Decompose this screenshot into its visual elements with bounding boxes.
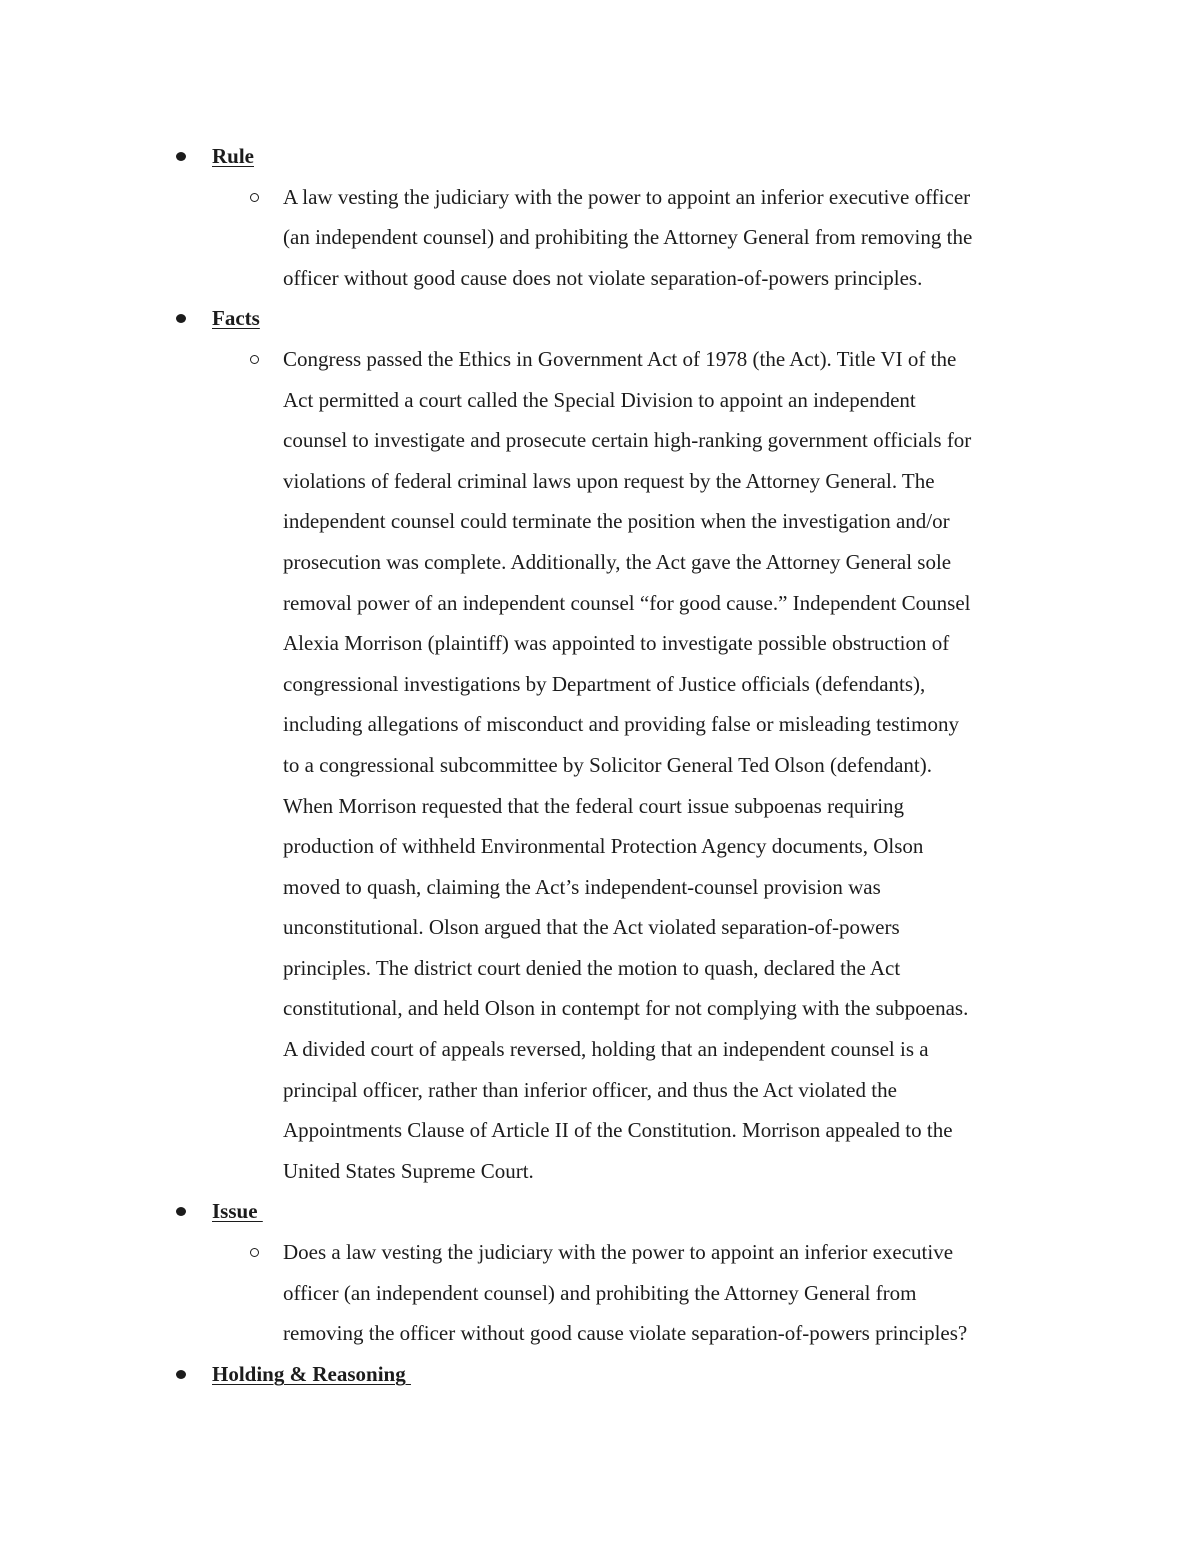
section-holding-reasoning	[0, 1354, 1200, 1395]
text-line: including allegations of misconduct and providing false or misleading testimony	[283, 712, 959, 737]
case-brief-outline	[0, 136, 1200, 1394]
sub-item	[0, 177, 1200, 299]
text-line: prosecution was complete. Additionally, the Act gave the Attorney General sole	[283, 549, 952, 574]
facts-paragraph	[283, 339, 1073, 1191]
text-line: When Morrison requested that the federal court issue subpoenas requiring	[283, 793, 905, 818]
text-line: moved to quash, claiming the Act’s independent-counsel provision was	[283, 874, 881, 899]
text-line: principles. The district court denied the motion to quash, declared the Act	[283, 955, 901, 980]
text-line: (an independent counsel) and prohibiting the Attorney General from removing the	[283, 225, 973, 250]
text-line: Alexia Morrison (plaintiff) was appointed to investigate possible obstruction of	[283, 631, 950, 656]
text-line: principal officer, rather than inferior officer, and thus the Act violated the	[283, 1077, 897, 1102]
section-issue	[0, 1191, 1200, 1353]
filled-bullet-icon	[176, 1207, 186, 1216]
text-line: production of withheld Environmental Protection Agency documents, Olson	[283, 834, 924, 859]
section-header	[0, 136, 1200, 177]
section-header	[0, 1354, 1200, 1395]
text-line: removing the officer without good cause violate separation-of-powers principles?	[283, 1321, 968, 1346]
section-heading-rule: Rule	[212, 144, 254, 168]
text-line: to a congressional subcommittee by Solicitor General Ted Olson (defendant).	[283, 752, 932, 777]
text-line: United States Supreme Court.	[283, 1158, 534, 1183]
text-line: constitutional, and held Olson in contempt for not complying with the subpoenas.	[283, 996, 969, 1021]
text-line: officer (an independent counsel) and prohibiting the Attorney General from	[283, 1280, 917, 1305]
text-line: unconstitutional. Olson argued that the Act violated separation-of-powers	[283, 915, 900, 940]
text-line: independent counsel could terminate the position when the investigation and/or	[283, 509, 950, 534]
filled-bullet-icon	[176, 1370, 186, 1379]
text-line: removal power of an independent counsel “for good cause.” Independent Counsel	[283, 590, 971, 615]
sub-item	[0, 1232, 1200, 1354]
section-heading-facts: Facts	[212, 306, 260, 331]
hollow-bullet-icon	[250, 1248, 259, 1257]
filled-bullet-icon	[176, 314, 186, 323]
section-heading-holding-reasoning: Holding & Reasoning	[212, 1361, 411, 1386]
section-rule	[0, 136, 1200, 298]
text-line: officer without good cause does not violate separation-of-powers principles.	[283, 265, 923, 290]
sub-item	[0, 339, 1200, 1191]
section-facts	[0, 298, 1200, 1191]
section-header	[0, 298, 1200, 339]
text-line: counsel to investigate and prosecute certain high-ranking government officials for	[283, 428, 972, 453]
hollow-bullet-icon	[250, 193, 259, 202]
text-line: Does a law vesting the judiciary with the power to appoint an inferior executive	[283, 1240, 954, 1265]
text-line: Appointments Clause of Article II of the Constitution. Morrison appealed to the	[283, 1118, 953, 1143]
text-line: A law vesting the judiciary with the power to appoint an inferior executive officer	[283, 184, 971, 209]
filled-bullet-icon	[176, 152, 186, 161]
section-header	[0, 1191, 1200, 1232]
text-line: Congress passed the Ethics in Government Act of 1978 (the Act). Title VI of the	[283, 346, 957, 371]
text-line: congressional investigations by Department of Justice officials (defendants),	[283, 671, 926, 696]
text-line: violations of federal criminal laws upon request by the Attorney General. The	[283, 468, 935, 493]
text-line: A divided court of appeals reversed, holding that an independent counsel is a	[283, 1037, 929, 1062]
rule-paragraph	[283, 177, 1073, 299]
issue-paragraph	[283, 1232, 1073, 1354]
hollow-bullet-icon	[250, 355, 259, 364]
text-line: Act permitted a court called the Special Division to appoint an independent	[283, 387, 916, 412]
section-heading-issue: Issue	[212, 1199, 263, 1224]
